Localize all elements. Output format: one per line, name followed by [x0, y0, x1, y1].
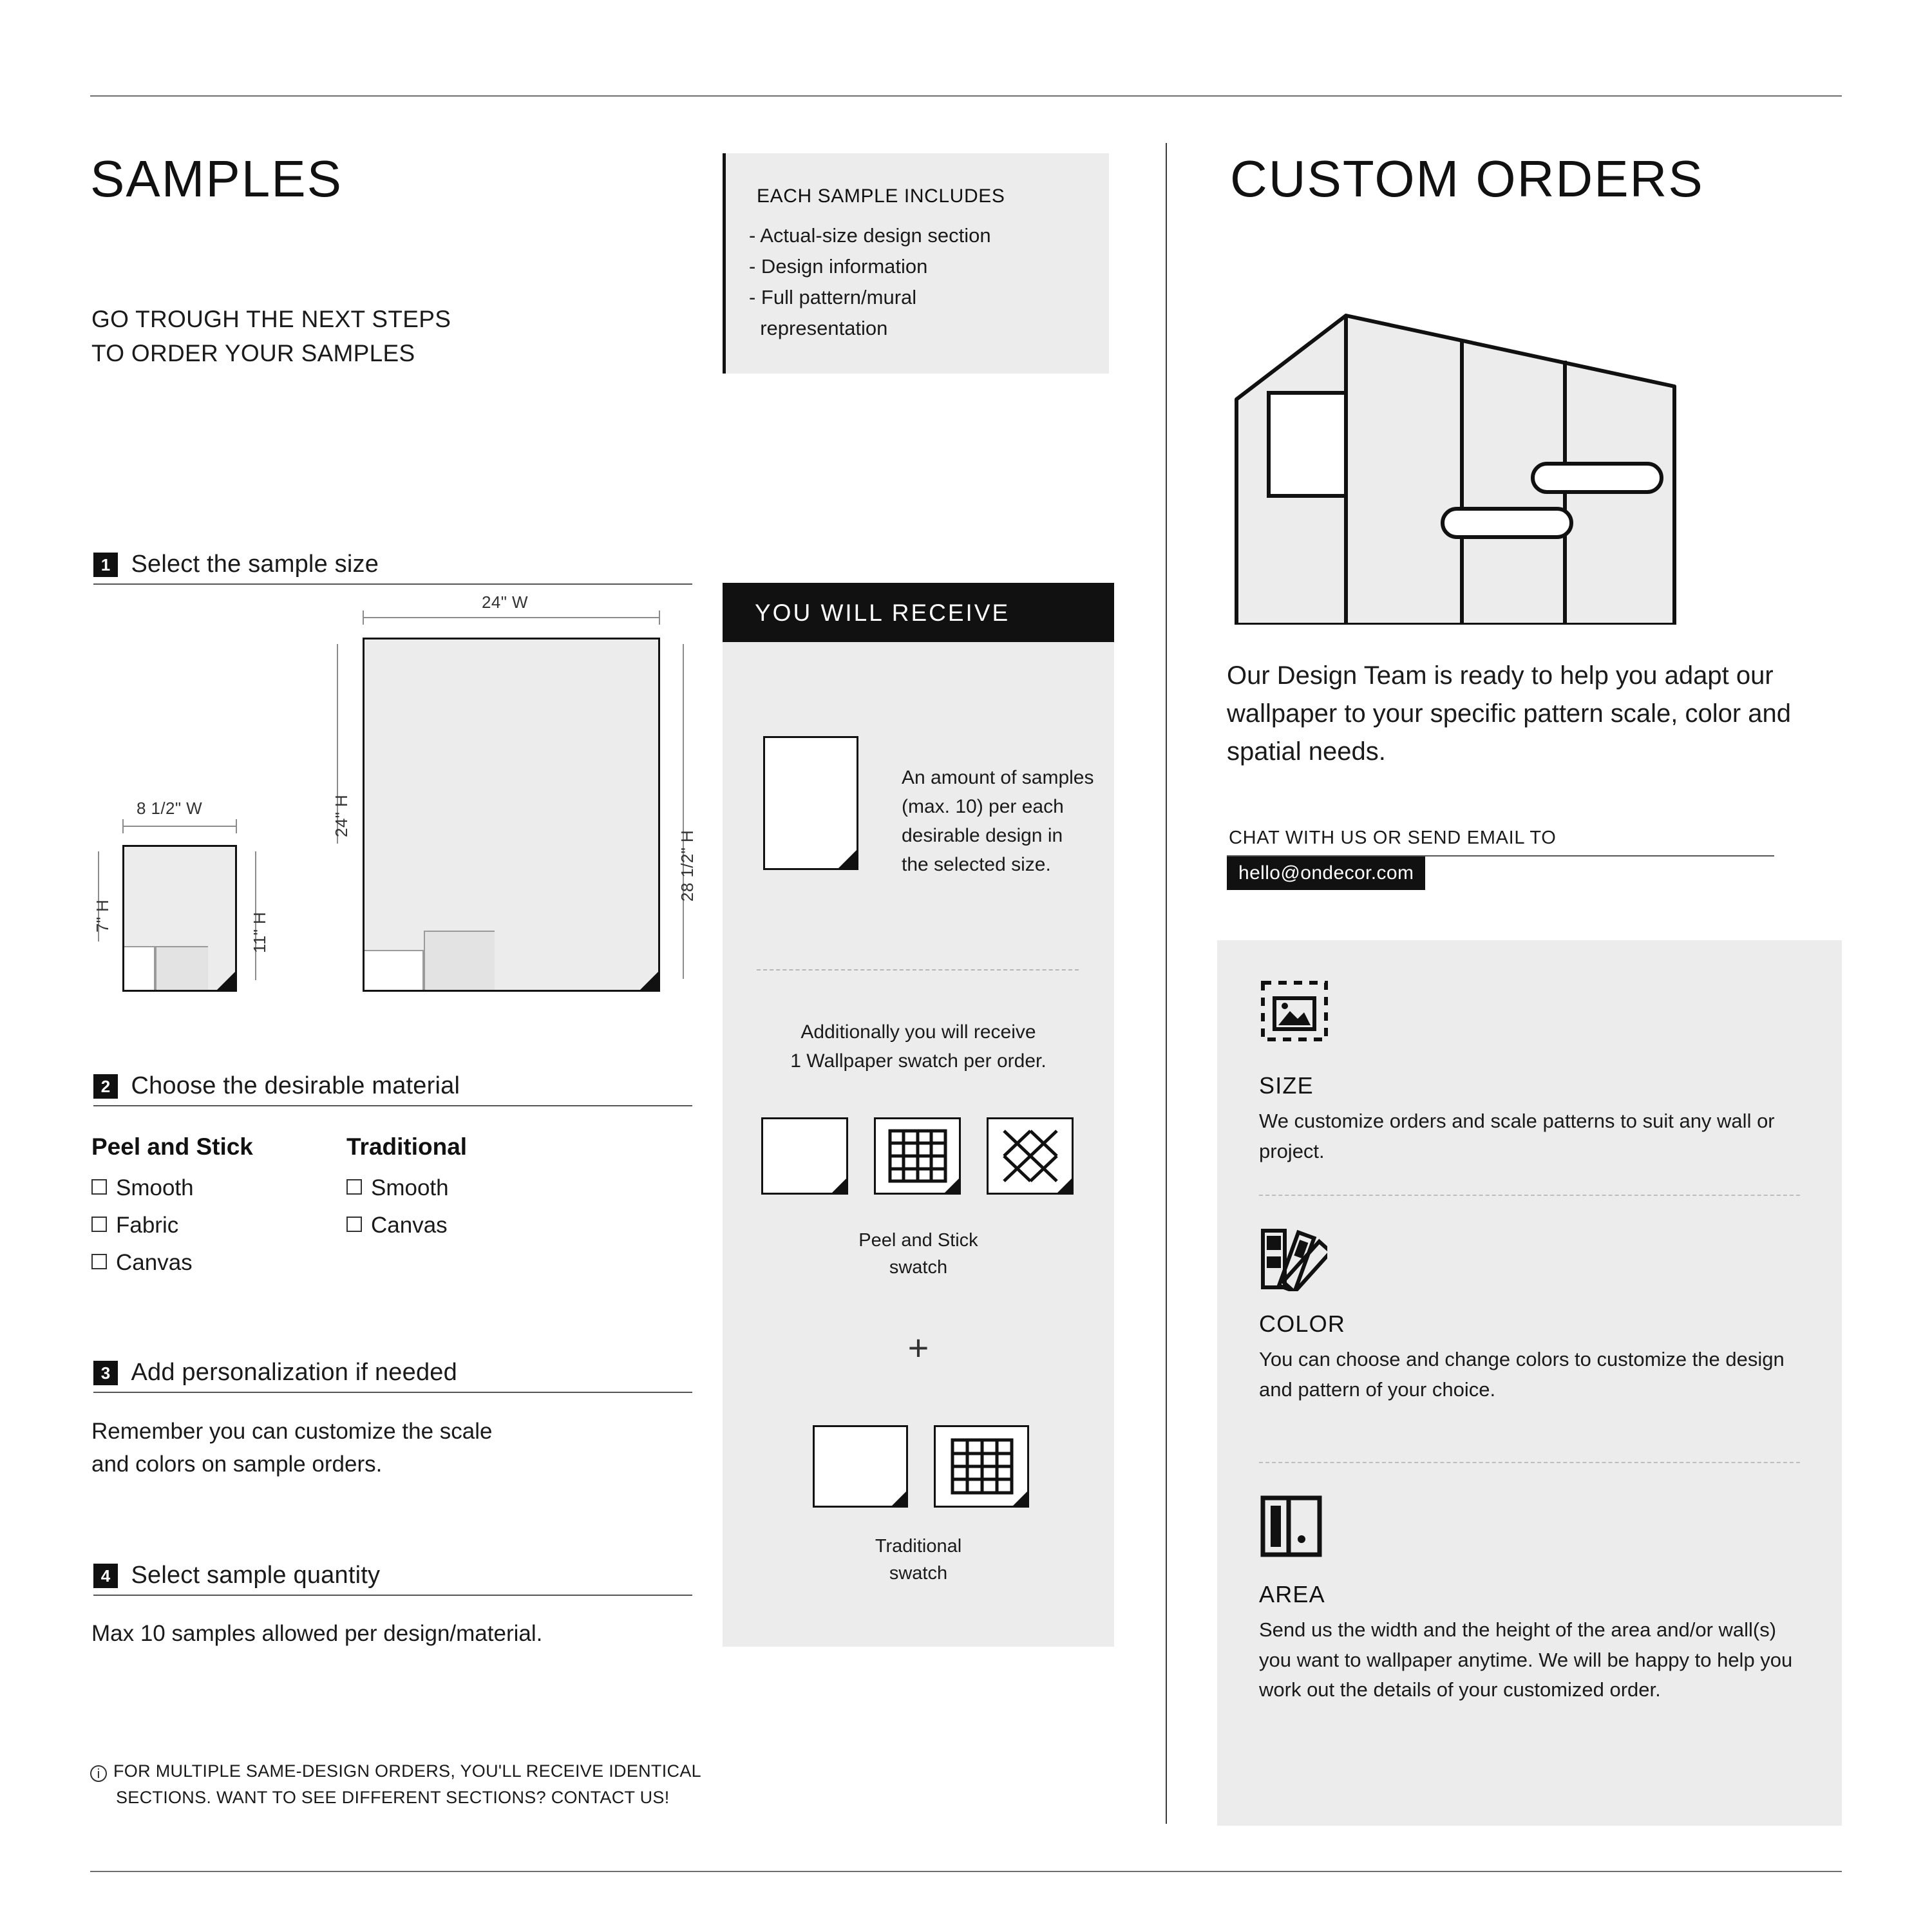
step-3-rule	[93, 1392, 692, 1393]
plus-separator: +	[907, 1327, 929, 1368]
checkbox[interactable]	[91, 1179, 107, 1195]
column-divider	[1166, 143, 1167, 1824]
step-3-body-line-1: Remember you can customize the scale	[91, 1419, 493, 1444]
checkbox[interactable]	[91, 1254, 107, 1269]
option-label: Smooth	[371, 1175, 449, 1200]
you-will-receive-banner	[723, 583, 1114, 642]
step-2-rule	[93, 1105, 692, 1106]
each-sample-includes-list	[749, 220, 991, 344]
image-frame-icon	[1259, 979, 1330, 1043]
step-2-number: 2	[93, 1074, 118, 1099]
card-color-body: You can choose and change colors to customize the design and pattern of your choice.	[1259, 1348, 1785, 1401]
checkbox[interactable]	[346, 1179, 362, 1195]
samples-subtitle	[91, 303, 451, 370]
samples-subtitle-line-2: TO ORDER YOUR SAMPLES	[91, 339, 415, 366]
large-inner-block	[424, 931, 495, 990]
step-3-body-line-2: and colors on sample orders.	[91, 1451, 383, 1477]
small-width-tick-right	[236, 819, 237, 833]
sample-size-small-diagram	[122, 845, 237, 992]
footnote	[90, 1758, 701, 1810]
step-4-number: 4	[93, 1564, 118, 1588]
you-will-receive-banner-label: YOU WILL RECEIVE	[755, 600, 1010, 626]
step-1-rule	[93, 583, 692, 585]
peel-swatch-caption-line-2: swatch	[889, 1257, 948, 1278]
option-label: Fabric	[116, 1213, 179, 1238]
room-illustration	[1224, 303, 1739, 625]
step-1-number: 1	[93, 553, 118, 577]
step-4-rule	[93, 1595, 692, 1596]
additional-note-line-1: Additionally you will receive	[800, 1021, 1036, 1043]
list-item: - Design information	[749, 255, 928, 278]
swatch-peel-diagonal	[987, 1117, 1074, 1195]
peel-swatch-caption-line-1: Peel and Stick	[858, 1230, 978, 1251]
material-option-peel-smooth[interactable]	[91, 1175, 194, 1201]
big-height-right-label: 28 1/2" H	[677, 829, 697, 902]
sample-sheet-description: An amount of samples (max. 10) per each desirable design in the selected size.	[902, 767, 1094, 875]
small-corner-fold	[217, 972, 235, 990]
color-swatch-fan-icon	[1259, 1227, 1327, 1291]
traditional-swatch-caption-line-2: swatch	[889, 1563, 948, 1584]
step-1-header	[93, 551, 379, 578]
option-label: Smooth	[116, 1175, 194, 1200]
swatch-corner-fold	[832, 1179, 846, 1193]
info-icon: i	[90, 1765, 107, 1782]
small-width-dim-line	[122, 826, 237, 827]
chat-with-us-label: CHAT WITH US OR SEND EMAIL TO	[1229, 828, 1557, 848]
big-height-left-label: 24" H	[332, 794, 351, 837]
small-white-corner	[124, 946, 155, 990]
checkbox[interactable]	[91, 1217, 107, 1232]
traditional-swatch-caption-line-1: Traditional	[875, 1536, 962, 1557]
samples-subtitle-line-1: GO TROUGH THE NEXT STEPS	[91, 306, 451, 332]
additional-swatch-note	[723, 1018, 1114, 1075]
step-4-label: Select sample quantity	[131, 1562, 381, 1589]
material-option-traditional-canvas[interactable]	[346, 1213, 448, 1238]
small-inner-block	[155, 946, 208, 990]
card-color-title: COLOR	[1259, 1311, 1346, 1337]
large-white-corner	[365, 950, 424, 990]
email-address-chip[interactable]: hello@ondecor.com	[1227, 857, 1425, 890]
card-size-body: We customize orders and scale patterns to suit any wall or project.	[1259, 1110, 1775, 1162]
samples-title: SAMPLES	[90, 150, 343, 207]
card-area-title: AREA	[1259, 1581, 1325, 1607]
footnote-line-2: SECTIONS. WANT TO SEE DIFFERENT SECTIONS? CONTACT US!	[116, 1787, 670, 1807]
option-label: Canvas	[371, 1213, 448, 1238]
step-4-header	[93, 1562, 380, 1589]
swatch-corner-fold	[1057, 1179, 1072, 1193]
big-width-dim-line	[363, 617, 660, 618]
sample-sheet-illustration	[763, 736, 858, 870]
big-width-tick-left	[363, 611, 364, 625]
step-2-header	[93, 1072, 460, 1100]
list-item: - Full pattern/mural	[749, 286, 917, 309]
step-4-body: Max 10 samples allowed per design/material.	[91, 1621, 543, 1646]
big-width-tick-right	[659, 611, 660, 625]
step-2-label: Choose the desirable material	[131, 1072, 460, 1099]
card-separator-2	[1259, 1462, 1800, 1463]
material-option-peel-canvas[interactable]	[91, 1250, 193, 1276]
big-height-right-dim-line	[683, 644, 684, 979]
small-height-right-label: 11" H	[250, 911, 269, 953]
traditional-swatch-caption	[723, 1533, 1114, 1587]
step-3-label: Add personalization if needed	[131, 1359, 457, 1386]
card-area-body: Send us the width and the height of the area and/or wall(s) you want to wallpaper anytime. We will be happy to help you work out the details of your customized order.	[1259, 1618, 1793, 1701]
step-3-header	[93, 1359, 457, 1387]
checkbox[interactable]	[346, 1217, 362, 1232]
custom-orders-title: CUSTOM ORDERS	[1230, 150, 1704, 207]
material-group-peel-and-stick-title: Peel and Stick	[91, 1133, 253, 1160]
wall-panels-icon	[1259, 1494, 1323, 1558]
step-1-label: Select the sample size	[131, 551, 379, 578]
sheet-corner-fold	[838, 850, 857, 868]
each-sample-includes-title: EACH SAMPLE INCLUDES	[757, 185, 1005, 207]
each-sample-includes-accent-bar	[723, 153, 726, 374]
swatch-corner-fold	[1013, 1492, 1027, 1506]
small-height-left-label: 7" H	[93, 899, 112, 933]
peel-swatch-caption	[723, 1227, 1114, 1281]
swatch-traditional-plain	[813, 1425, 908, 1508]
material-option-traditional-smooth[interactable]	[346, 1175, 449, 1201]
small-width-label: 8 1/2" W	[137, 799, 203, 818]
swatch-corner-fold	[945, 1179, 959, 1193]
material-group-traditional-title: Traditional	[346, 1133, 468, 1160]
footnote-line-1: FOR MULTIPLE SAME-DESIGN ORDERS, YOU'LL RECEIVE IDENTICAL	[113, 1761, 701, 1781]
step-3-body	[91, 1416, 684, 1481]
list-item: representation	[749, 317, 888, 340]
swatch-peel-grid	[874, 1117, 961, 1195]
middle-dashed-separator	[757, 969, 1079, 971]
list-item: - Actual-size design section	[749, 224, 991, 247]
bottom-divider	[90, 1871, 1842, 1872]
additional-note-line-2: 1 Wallpaper swatch per order.	[790, 1050, 1046, 1072]
swatch-traditional-grid	[934, 1425, 1029, 1508]
top-divider	[90, 95, 1842, 97]
large-corner-fold	[640, 972, 658, 990]
option-label: Canvas	[116, 1250, 193, 1275]
card-separator-1	[1259, 1195, 1800, 1196]
card-size-title: SIZE	[1259, 1072, 1314, 1099]
big-width-label: 24" W	[482, 592, 528, 612]
design-team-description: Our Design Team is ready to help you adapt our wallpaper to your specific pattern scale, color and spatial needs.	[1227, 661, 1792, 766]
material-option-peel-fabric[interactable]	[91, 1213, 178, 1238]
swatch-corner-fold	[892, 1492, 906, 1506]
step-3-number: 3	[93, 1361, 118, 1385]
swatch-peel-plain	[761, 1117, 848, 1195]
small-width-tick-left	[122, 819, 124, 833]
sample-size-large-diagram	[363, 638, 660, 992]
